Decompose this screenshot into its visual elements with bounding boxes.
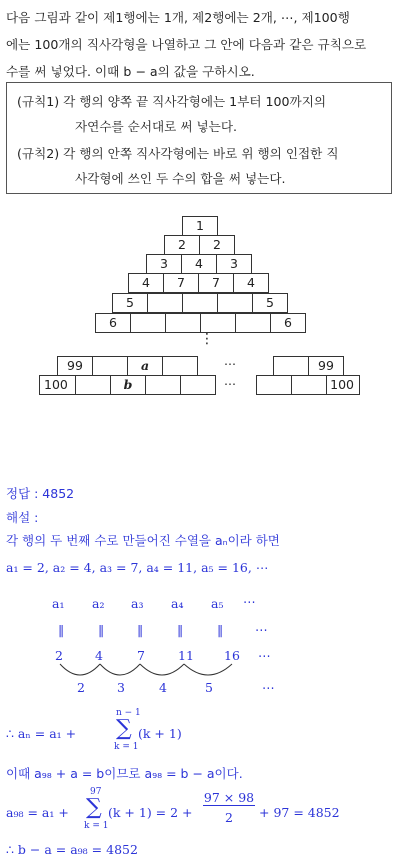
fraction-numerator: 97 × 98: [203, 790, 255, 805]
rule1-line1: (규칙1) 각 행의 양쪽 끝 직사각형에는 1부터 100까지의: [17, 94, 327, 109]
equal-sign: ‖: [137, 622, 144, 637]
row100-cell-b: b: [110, 375, 146, 395]
calc-mid: (k + 1) = 2 +: [108, 805, 193, 820]
seq-value: 2: [55, 648, 63, 663]
seq-name: a₃: [131, 596, 144, 611]
ellipsis: ⋯: [255, 622, 268, 637]
sum-upper-limit: n − 1: [116, 708, 141, 718]
calc-sum-lower-limit: k = 1: [84, 821, 109, 831]
row2-cell: 2: [164, 235, 200, 255]
difference-value: 5: [205, 680, 213, 695]
answer-line: 정답 : 4852: [6, 486, 75, 501]
seq-value: 7: [137, 648, 145, 663]
seq-value: 16: [224, 648, 240, 663]
question-line-3: 수를 써 넣었다. 이때 b − a의 값을 구하시오.: [6, 64, 255, 79]
row3-cell: 4: [181, 254, 217, 274]
final-answer-line: ∴ b − a = a₉₈ = 4852: [6, 842, 138, 857]
vertical-ellipsis: ⋮: [200, 331, 214, 347]
seq-name: a₅: [211, 596, 224, 611]
seq-name: a₁: [52, 596, 65, 611]
row3-cell: 3: [216, 254, 252, 274]
relation-line: 이때 a₉₈ + a = b이므로 a₉₈ = b − a이다.: [6, 766, 243, 781]
row3-cell: 3: [146, 254, 182, 274]
explanation-heading: 해설 :: [6, 510, 39, 525]
sum-symbol: ∑: [116, 716, 132, 741]
seq-name: a₄: [171, 596, 184, 611]
row4-cell: 4: [128, 273, 164, 293]
row4-cell: 4: [233, 273, 269, 293]
equal-sign: ‖: [177, 622, 184, 637]
ellipsis: ⋯: [243, 594, 256, 609]
sequence-values-line: a₁ = 2, a₂ = 4, a₃ = 7, a₄ = 11, a₅ = 16, ⋯: [6, 560, 269, 575]
row5-cell: 5: [252, 293, 288, 313]
sum-lower-limit: k = 1: [114, 742, 139, 752]
calc-left: a₉₈ = a₁ +: [6, 805, 69, 820]
rule2-line1: (규칙2) 각 행의 안쪽 직사각형에는 바로 위 행의 인접한 직: [17, 146, 339, 161]
seq-name: a₂: [92, 596, 105, 611]
question-line-2: 에는 100개의 직사각형을 나열하고 그 안에 다음과 같은 규칙으로: [6, 37, 367, 52]
equal-sign: ‖: [217, 622, 224, 637]
calc-right: + 97 = 4852: [259, 805, 340, 820]
row2-cell: 2: [199, 235, 235, 255]
explanation-line-1: 각 행의 두 번째 수로 만들어진 수열을 aₙ이라 하면: [6, 533, 280, 548]
arc: [60, 664, 100, 675]
ellipsis: ⋯: [258, 648, 271, 663]
formula-right: (k + 1): [138, 726, 182, 741]
row99-cell: 99: [308, 356, 344, 376]
horizontal-ellipsis: ⋯: [224, 377, 236, 391]
arc: [100, 664, 140, 675]
calc-sum-symbol: ∑: [86, 795, 102, 820]
rule1-line2: 자연수를 순서대로 써 넣는다.: [75, 119, 237, 134]
row4-cell: 7: [163, 273, 199, 293]
rule2-line2: 사각형에 쓰인 두 수의 합을 써 넣는다.: [75, 171, 286, 186]
fraction-denominator: 2: [225, 810, 233, 825]
question-line-1: 다음 그림과 같이 제1행에는 1개, 제2행에는 2개, ⋯, 제100행: [6, 10, 350, 25]
row6-cell: 6: [95, 313, 131, 333]
arc: [140, 664, 184, 675]
row5-cell: 5: [112, 293, 148, 313]
difference-value: 2: [77, 680, 85, 695]
row99-cell-a: a: [127, 356, 163, 376]
arc: [184, 664, 232, 675]
ellipsis: ⋯: [262, 680, 275, 695]
calc-sum-upper-limit: 97: [90, 787, 102, 797]
equal-sign: ‖: [58, 622, 65, 637]
horizontal-ellipsis: ⋯: [224, 357, 236, 371]
formula-left: ∴ aₙ = a₁ +: [6, 726, 77, 741]
row99-cell: 99: [57, 356, 93, 376]
row1-cell: 1: [182, 216, 218, 236]
equal-sign: ‖: [98, 622, 105, 637]
seq-value: 11: [178, 648, 194, 663]
row6-cell: 6: [270, 313, 306, 333]
row100-cell: 100: [39, 375, 76, 395]
row4-cell: 7: [198, 273, 234, 293]
difference-value: 4: [159, 680, 167, 695]
seq-value: 4: [95, 648, 103, 663]
difference-value: 3: [117, 680, 125, 695]
row100-cell: 100: [326, 375, 360, 395]
